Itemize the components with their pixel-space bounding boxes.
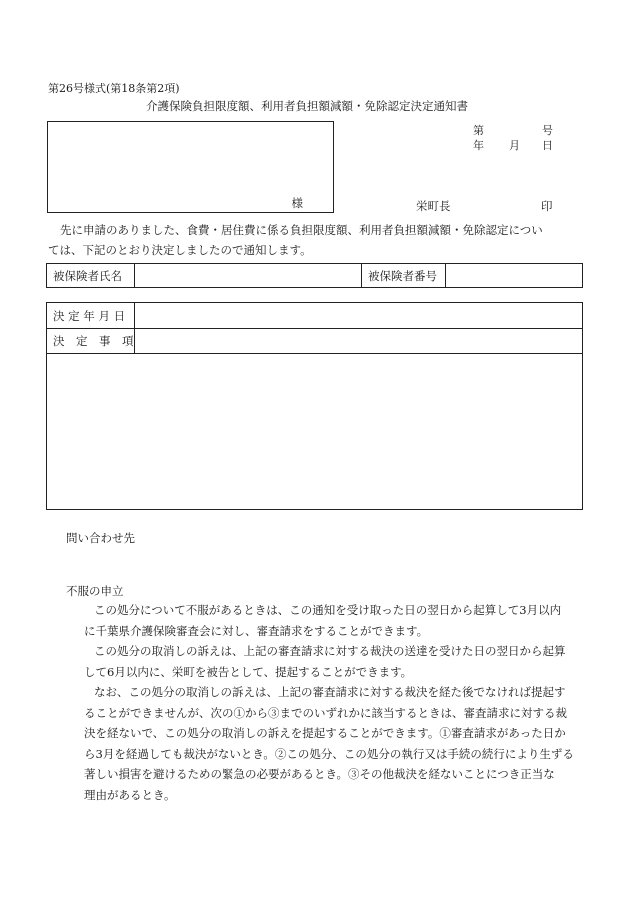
insured-number-value[interactable] <box>446 264 583 288</box>
decision-notes-area[interactable] <box>47 354 583 510</box>
intro-line-2: ては、下記のとおり決定しましたので通知します。 <box>48 243 312 257</box>
date-day: 日 <box>542 139 553 152</box>
date-year: 年 <box>473 139 484 152</box>
appeal-p1-line: に千葉県介護保険審査会に対し、審査請求をすることができます。 <box>84 623 429 638</box>
appeal-p3-line: 決を経ないで、この処分の取消しの訴えを提起することができます。①審査請求があった日か <box>84 726 566 741</box>
seal-mark: 印 <box>541 199 553 213</box>
appeal-p3-line: ら3月を経過しても裁決がないとき。②この処分、この処分の執行又は手続の続行により生ずる <box>84 746 574 761</box>
appeal-p2-line: して6月以内に、栄町を被告として、提起することができます。 <box>84 664 413 679</box>
doc-number-dai: 第 <box>473 124 484 137</box>
insured-name-label: 被保険者氏名 <box>47 264 135 288</box>
insured-number-label: 被保険者番号 <box>362 264 446 288</box>
appeal-p2-line: この処分の取消しの訴えは、上記の審査請求に対する裁決の送達を受けた日の翌日から起算 <box>94 644 566 658</box>
honorific-sama: 様 <box>291 196 303 210</box>
appeal-para-3 <box>84 682 574 806</box>
intro-line-1: 先に申請のありました、食費・居住費に係る負担限度額、利用者負担額減額・免除認定につい <box>60 223 543 237</box>
appeal-para-2 <box>84 641 566 682</box>
appeal-p3-line: 理由があるとき。 <box>84 787 176 802</box>
decision-date-value[interactable] <box>135 303 583 329</box>
decision-matters-value[interactable] <box>135 329 583 354</box>
decision-date-label: 決 定 年 月 日 <box>47 303 135 329</box>
date-month: 月 <box>509 139 520 152</box>
form-number: 第26号様式(第18条第2項) <box>48 82 180 95</box>
appeal-p3-line: なお、この処分の取消しの訴えは、上記の審査請求に対する裁決を経た後でなければ提起す <box>94 685 566 699</box>
address-box <box>47 121 334 213</box>
decision-matters-label: 決 定 事 項 <box>47 329 135 354</box>
contact-label: 問い合わせ先 <box>66 531 135 545</box>
insured-name-value[interactable] <box>135 264 362 288</box>
decision-table <box>46 302 583 510</box>
document-title: 介護保険負担限度額、利用者負担額減額・免除認定決定通知書 <box>146 99 468 113</box>
issuer-name: 栄町長 <box>416 199 451 213</box>
appeal-heading: 不服の申立 <box>66 584 124 598</box>
appeal-p1-line: この処分について不服があるときは、この通知を受け取った日の翌日から起算して3月以内 <box>94 603 562 617</box>
doc-number-go: 号 <box>542 124 553 137</box>
appeal-p3-line: ることができませんが、次の①から③までのいずれかに該当するときは、審査請求に対する裁 <box>84 705 567 720</box>
insured-table <box>46 263 583 288</box>
appeal-p3-line: 著しい損害を避けるための緊急の必要があるとき。③その他裁決を経ないことにつき正当な <box>84 767 555 782</box>
appeal-para-1 <box>84 600 561 641</box>
